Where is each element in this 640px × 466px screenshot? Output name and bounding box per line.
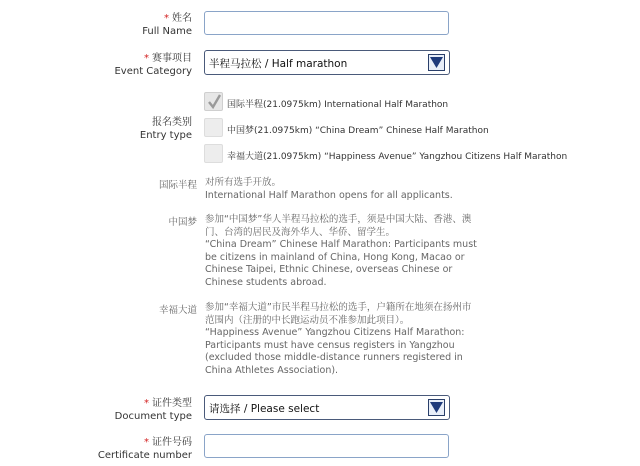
checkmark-icon xyxy=(206,93,223,110)
event-category-value: 半程马拉松 / Half marathon xyxy=(209,58,348,70)
note-label-china-dream: 中国梦 xyxy=(168,217,197,228)
required-mark: * xyxy=(144,398,149,409)
document-type-label-cn: 证件类型 xyxy=(152,398,192,409)
document-type-value: 请选择 / Please select xyxy=(209,403,320,415)
entry-type-label xyxy=(42,116,192,142)
entry-type-label-en: Entry type xyxy=(139,130,192,141)
note-china-dream xyxy=(205,214,480,289)
full-name-label xyxy=(42,12,192,38)
entry-option-international-checkbox[interactable] xyxy=(204,92,223,111)
full-name-input[interactable] xyxy=(204,11,449,35)
required-mark: * xyxy=(144,437,149,448)
event-category-select[interactable] xyxy=(204,50,450,75)
full-name-label-en: Full Name xyxy=(142,26,192,37)
document-type-select[interactable] xyxy=(204,395,450,420)
note-happiness-avenue xyxy=(205,302,480,377)
certificate-number-label-en: Certificate number xyxy=(97,450,192,461)
entry-option-china-dream-checkbox[interactable] xyxy=(204,118,223,137)
note-china-dream-en: “China Dream” Chinese Half Marathon: Participants must be citizens in mainland of China, Hong Kong, Macao or Chinese Taipei, Ethnic Chinese, overseas Chinese or Chinese students abroad. xyxy=(205,239,477,288)
note-label-happiness-avenue: 幸福大道 xyxy=(158,305,197,316)
entry-option-happiness-avenue-checkbox[interactable] xyxy=(204,144,223,163)
entry-option-international-label[interactable]: 国际半程(21.0975km) International Half Marathon xyxy=(227,100,449,110)
document-type-label-en: Document type xyxy=(114,411,192,422)
event-category-label-cn: 赛事项目 xyxy=(152,53,192,64)
note-label-international: 国际半程 xyxy=(158,180,197,191)
event-category-label xyxy=(42,52,192,78)
chevron-down-icon[interactable] xyxy=(428,399,445,416)
note-happiness-avenue-cn: 参加“幸福大道”市民半程马拉松的选手，户籍所在地须在扬州市范围内（注册的中长跑运动员不准参加此项目）。 xyxy=(205,302,472,326)
event-category-label-en: Event Category xyxy=(114,66,192,77)
note-happiness-avenue-en: “Happiness Avenue” Yangzhou Citizens Half Marathon: Participants must have census registers in Yangzhou (excluded those middle-distance runners registered in China Athletes Association). xyxy=(205,327,465,376)
chevron-down-icon[interactable] xyxy=(428,54,445,71)
note-international-en: International Half Marathon opens for all applicants. xyxy=(205,189,453,201)
required-mark: * xyxy=(144,53,149,64)
certificate-number-label-cn: 证件号码 xyxy=(152,437,192,448)
note-international-cn: 对所有选手开放。 xyxy=(205,177,282,188)
certificate-number-label xyxy=(42,436,192,462)
entry-option-china-dream-label[interactable]: 中国梦(21.0975km) “China Dream” Chinese Half Marathon xyxy=(227,126,489,136)
note-international xyxy=(205,177,480,202)
required-mark: * xyxy=(164,13,169,24)
certificate-number-input[interactable] xyxy=(204,434,449,458)
note-china-dream-cn: 参加“中国梦”华人半程马拉松的选手，须是中国大陆、香港、澳门、台湾的居民及海外华人、华侨、留学生。 xyxy=(205,214,472,238)
document-type-label xyxy=(42,397,192,423)
entry-option-happiness-avenue-label[interactable]: 幸福大道(21.0975km) “Happiness Avenue” Yangzhou Citizens Half Marathon xyxy=(227,152,568,162)
entry-type-label-cn: 报名类别 xyxy=(152,117,192,128)
full-name-label-cn: 姓名 xyxy=(172,13,192,24)
